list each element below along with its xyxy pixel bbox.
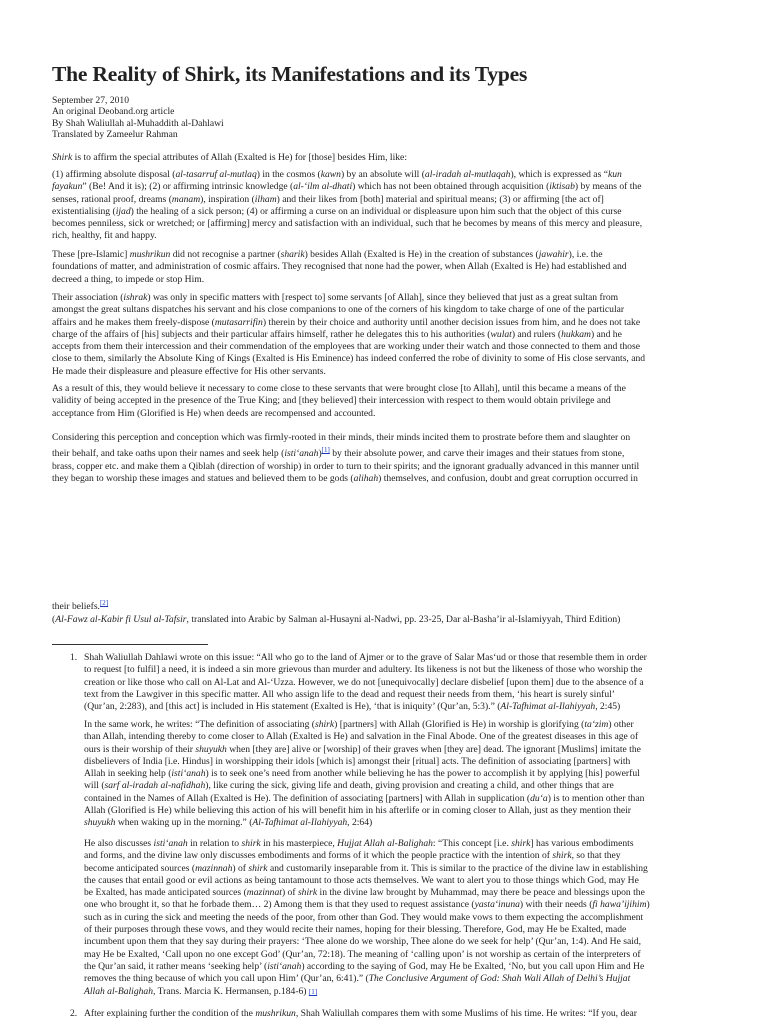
text-line: their behalf, and take oaths upon their names and seek help (isti‘anah)[1] by their absolute power, and carve their images and their statues from stone, [52,446,625,460]
body-paragraph [52,432,742,485]
footnote-ref-link[interactable]: [1] [308,987,318,996]
text-line: rich, healthy, fit and happy. [52,230,157,242]
article-translator: Translated by Zameelur Rahman [52,128,178,140]
body-paragraph [52,152,742,164]
text-line: (Qur’an, 2:283), and [this act] is included in His statement (Exalted is He), ‘that is iniquity’ (Qur’an, 5:3).” (Al-Tafhimat al-Ilahiyyah, 2:45) [84,701,621,713]
text-line: to request [to fulfil] a need, it is indeed a sin more grievous than murder and adultery. Its likeness is not but the likeness of those who worship the [84,664,643,676]
body-paragraph [52,614,742,626]
text-line: text from the Lawgiver in this specific matter. All who assign life to the dead and request their needs from them, ‘his heart is surely sinful’ [84,688,615,700]
text-line: (1) affirming absolute disposal (al-tasarruf al-mutlaq) in the cosmos (kawn) by an absolute will (al-iradah al-mutlaqah), which is expressed as “kun [52,169,622,180]
footnote-number: 1. [70,652,78,663]
text-line: of their purposes through these vows, and they would recite their names, hoping for their blessing. Therefore, God, may He be Exalted, made [84,924,627,936]
text-line: incumbent upon them that they say during their prayers: ‘Thee alone do we worship, Thee alone do we seek for help’ (Qur’an, 1:4). And He said, [84,936,642,948]
text-line: become anticipated sources (mazinnah) of shirk and customarily inseparable from it. This is similar to the practice of the divine law in establishing [84,862,648,874]
body-paragraph [52,597,742,613]
footnote-divider [52,644,208,645]
text-line: becomes penniless, sick or wretched; or [affirming] mercy and satisfaction with an individual, such that he becomes by means of this mercy and pleasure, [52,218,643,230]
text-line: and forms, and the divine law only discusses embodiments and forms of it which the people practice with the intention of shirk, so that they [84,850,621,862]
text-line: senses, rational proof, dreams (manam), inspiration (ilham) and their likes from [both] material and spiritual means; (3) or affirming [the act of] [52,193,604,205]
text-line: fayakun” (Be! And it is); (2) or affirming intrinsic knowledge (al-‘ilm al-dhati) which has not been obtained through acquisition (iktisab) by means of the [52,181,642,193]
article-meta [52,95,224,140]
text-line: Allah in seeking help (isti‘anah) is to seek one’s need from another while believing he has the power to accomplish it by applying [his] powerful [84,768,640,780]
article-date: September 27, 2010 [52,95,130,106]
text-line: affairs and he makes them freely-dispose (mutasarrifin) therein by their choice and authority until another decision issues from him, and he does not take [52,316,641,328]
text-line: accepts from them their intercession and their commendation of the employees that are working under their watch and those connected to them and those [52,341,640,353]
footnote-ref-link[interactable]: [1] [321,446,330,455]
body-paragraph [52,383,742,420]
text-line: the causes that entail good or evil actions as being tantamount to those acts themselves. We want to alert you to those things which God, may He [84,874,639,886]
text-line: Shah Waliullah Dahlawi wrote on this issue: “All who go to the land of Ajmer or to the grave of Salar Mas‘ud or those that resemble them in order [84,652,647,663]
text-line: their beliefs.[2] [52,599,109,613]
text-line: Allah al-Balighah, Trans. Marcia K. Hermansen, p.184-6) [1] [84,985,318,997]
article-source: An original Deoband.org article [52,106,175,118]
text-line: He also discusses isti‘anah in relation to shirk in his masterpiece, Hujjat Allah al-Balighah: “This concept [i.e. shirk] has various embodiments [84,838,634,849]
text-line: close to them, similarly the Absolute King of Kings (Exalted is His Eminence) has indeed conferred the robe of divinity to some of His close servants, and [52,353,646,365]
text-line: (Al-Fawz al-Kabir fi Usul al-Tafsir, translated into Arabic by Salman al-Husayni al-Nadwi, pp. 23-25, Dar al-Basha’ir al-Islamiyyah, Third Edition) [52,614,621,625]
footnote-item [52,652,752,713]
text-line: contained in the Names of Allah (Exalted is He). The definition of associating [partners] with Allah in supplication (du‘a) is to mention other than [84,792,645,804]
text-line: In the same work, he writes: “The definition of associating (shirk) [partners] with Allah (Glorified is He) in worship is glorifying (ta‘zim) other [84,719,634,730]
footnote-number: 2. [70,1008,78,1019]
text-line: the Qur’an said, it rather means ‘seeking help’ (isti‘anah) according to the saying of God, may He be Exalted, ‘No, but you call upon Him and He [84,960,645,972]
article-title: The Reality of Shirk, its Manifestations and its Types [52,62,528,86]
body-paragraph [52,169,742,243]
text-line: they began to worship these images and statues and believed them to be gods (alihah) themselves, and confusion, doubt and great corruption occurred in [52,473,638,485]
text-line: As a result of this, they would believe it necessary to come close to these servants that were brought close [to Allah], until this became a means of the [52,383,626,394]
text-line: may He be Exalted, ‘Call upon no one except God’ (Qur’an, 72:18). The meaning of ‘calling upon’ is not worship as certain of the interpreters of [84,948,641,960]
text-line: Their association (ishrak) was only in specific matters with [respect to] some servants [of Allah], since they believed that just as a great sultan from [52,292,619,303]
article-author: By Shah Waliullah al-Muhaddith al-Dahlawi [52,117,224,129]
text-line: existentialising (ijad) the healing of a sick person; (4) or affirming a curse on an individual or displeasure upon him such that the object of this curse [52,205,622,217]
text-line: foundations of matter, and administration of cosmic affairs. They recognised that none had the power, when Allah (Exalted is He) had established and [52,261,627,273]
footnote-item [52,719,752,830]
footnote-item [52,1008,752,1020]
body-paragraph [52,292,742,378]
text-line: Considering this perception and conception which was firmly-rooted in their minds, their minds incited them to prostrate before them and slaughter on [52,432,631,443]
body-paragraph [52,249,742,286]
text-line: These [pre-Islamic] mushrikun did not recognise a partner (sharik) besides Allah (Exalted is He) in the creation of substances (jawahir), i.e. the [52,249,603,260]
text-line: brass, copper etc. and make them a Qiblah (direction of worship) in order to turn to their spirits; and the ignorant gradually advanced in this manner until [52,460,640,472]
text-line: decreed a thing, to impede or stop Him. [52,273,205,285]
text-line: ours is their worship of their shuyukh when [they are] alive or [worship] of their graves when [they are] dead. The ignorant [Muslims] imitate the [84,743,641,755]
text-line: will (sarf al-iradah al-nafidhah), like curing the sick, giving life and death, giving provision and creating a child, and other things that are [84,780,614,792]
text-line: validity of being accepted in the presence of the True King; and [they believed] their intercession with respect to them would obtain privilege and [52,395,611,407]
text-line: be Exalted, has made anticipated sources (mazinnat) of shirk in the divine law brought by Muhammad, may there be peace and blessings upon the [84,887,645,899]
footnote-ref-link[interactable]: [2] [99,599,109,607]
footnote-item [52,838,752,998]
text-line: removes the thing because of which you call upon Him’ (Qur’an, 6:41).” (The Conclusive Argument of God: Shah Wali Allah of Delhi’s Hujjat [84,973,631,985]
text-line: Shirk is to affirm the special attributes of Allah (Exalted is He) for [those] besides Him, like: [52,152,407,163]
text-line: He made their displeasure and pleasure effective for His other servants. [52,365,326,377]
text-line: After explaining further the condition of the mushrikun, Shah Waliullah compares them with some Muslims of his time. He writes: “If you, dear [84,1008,637,1019]
text-line: creation or like those who call on Al-Lat and Al-‘Uzza. However, we do not [unequivocally] declare disbelief [upon them] due to the absence of a [84,676,644,688]
text-line: acceptance from Him (Glorified is He) when deeds are recompensed and accounted. [52,407,376,419]
text-line: charge of the affairs of [his] subjects and their particular affairs himself, rather he delegates this to his authorities (wulat) and rulers (hukkam) and he [52,328,622,340]
text-line: disbelievers of India [i.e. Hindus] in worshipping their idols [which is] amongst their [ritual] acts. The definition of associating [partners] with [84,755,631,767]
text-line: one who brought it, so that he forbade them… 2) Among them is that they used to request assistance (yasta‘inuna) with their needs (fi hawa’ijihim) [84,899,650,911]
text-line: shuyukh when waking up in the morning.” (Al-Tafhimat al-Ilahiyyah, 2:64) [84,817,373,829]
text-line: amongst the great sultans dispatches his servant and his close companions to one of the corners of his kingdom to take charge of one of the particular [52,304,625,316]
text-line: such as in curing the sick and meeting the needs of the poor, from other than God. They would make vows to them expecting the accomplishment [84,911,644,923]
text-line: than Allah, intending thereby to come closer to Allah (Exalted is He) and salvation in the Final Abode. One of the greatest diseases in this age of [84,731,639,743]
text-line: Allah (Glorified is He) while believing this action of his will benefit him in his afterlife or in coming closer to Allah, just as they mention their [84,805,631,817]
